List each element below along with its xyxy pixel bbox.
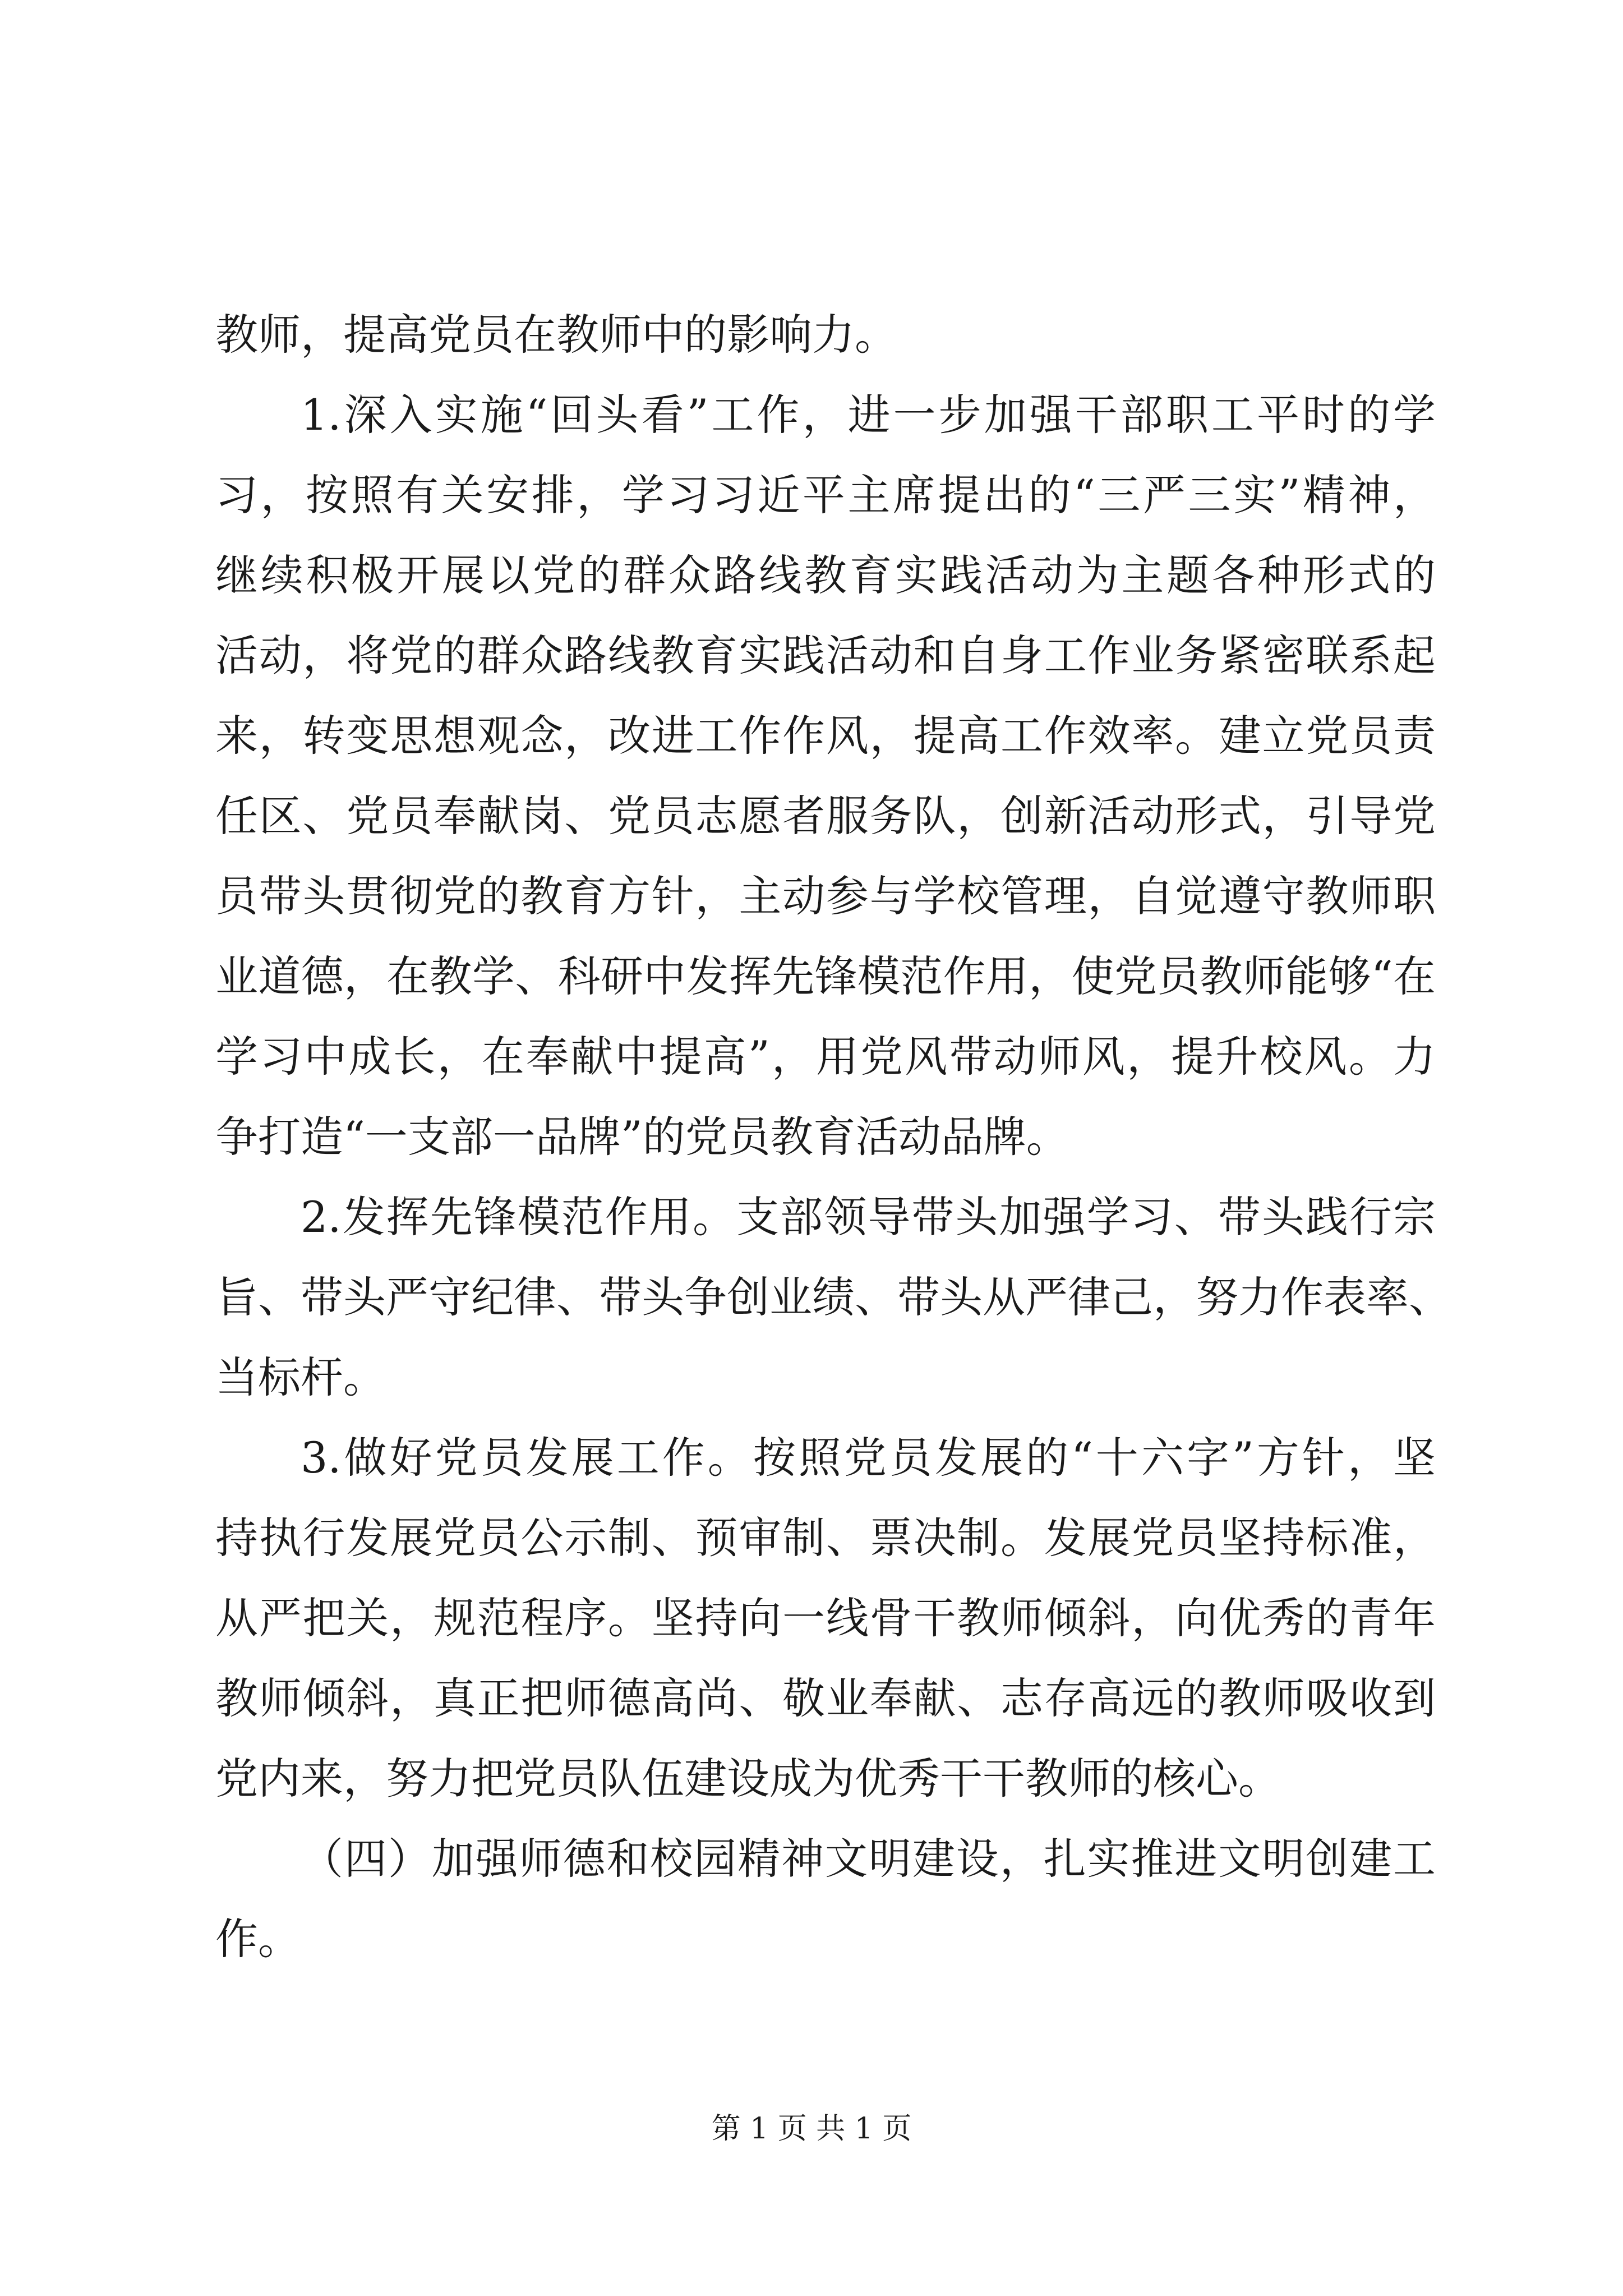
paragraph-line: 2.发挥先锋模范作用。支部领导带头加强学习、带头践行宗 bbox=[301, 1192, 1436, 1242]
paragraph-line: 学习中成长，在奉献中提高”，用党风带动师风，提升校风。力 bbox=[215, 1032, 1436, 1082]
paragraph-line: 当标杆。 bbox=[215, 1352, 386, 1402]
paragraph-line: （四）加强师德和校园精神文明建设，扎实推进文明创建工 bbox=[301, 1834, 1436, 1884]
page-number-footer: 第 1 页 共 1 页 bbox=[711, 2112, 912, 2146]
paragraph-line: 旨、带头严守纪律、带头争创业绩、带头从严律己，努力作表率、 bbox=[215, 1272, 1451, 1322]
paragraph-line: 员带头贯彻党的教育方针，主动参与学校管理，自觉遵守教师职 bbox=[215, 871, 1436, 921]
document-body bbox=[215, 295, 1451, 1979]
paragraph-line: 业道德，在教学、科研中发挥先锋模范作用，使党员教师能够“在 bbox=[215, 951, 1436, 1001]
paragraph-line: 争打造“一支部一品牌”的党员教育活动品牌。 bbox=[215, 1112, 1069, 1162]
paragraph-line: 活动，将党的群众路线教育实践活动和自身工作业务紧密联系起 bbox=[215, 631, 1436, 680]
paragraph-line: 3.做好党员发展工作。按照党员发展的“十六字”方针，坚 bbox=[301, 1433, 1436, 1483]
paragraph-line: 从严把关，规范程序。坚持向一线骨干教师倾斜，向优秀的青年 bbox=[215, 1593, 1436, 1643]
paragraph-line: 来，转变思想观念，改进工作作风，提高工作效率。建立党员责 bbox=[215, 711, 1436, 761]
paragraph-line: 党内来，努力把党员队伍建设成为优秀干干教师的核心。 bbox=[215, 1754, 1281, 1803]
paragraph-line: 习，按照有关安排，学习习近平主席提出的“三严三实”精神， bbox=[215, 470, 1436, 520]
paragraph-line: 持执行发展党员公示制、预审制、票决制。发展党员坚持标准， bbox=[215, 1513, 1436, 1563]
paragraph-line: 作。 bbox=[215, 1914, 301, 1964]
paragraph-line: 教师倾斜，真正把师德高尚、敬业奉献、志存高远的教师吸收到 bbox=[215, 1673, 1436, 1723]
paragraph-line: 1.深入实施“回头看”工作，进一步加强干部职工平时的学 bbox=[301, 390, 1436, 440]
paragraph-line: 任区、党员奉献岗、党员志愿者服务队，创新活动形式，引导党 bbox=[215, 791, 1436, 841]
paragraph-line: 继续积极开展以党的群众路线教育实践活动为主题各种形式的 bbox=[215, 550, 1436, 600]
paragraph-line: 教师，提高党员在教师中的影响力。 bbox=[215, 310, 897, 360]
